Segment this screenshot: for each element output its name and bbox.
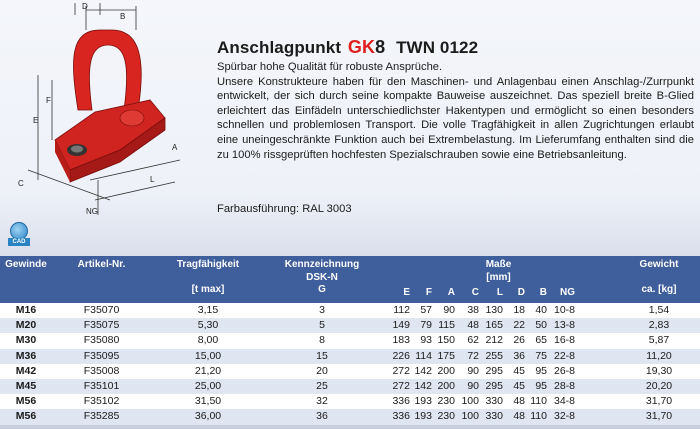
cell-kennzeichnung: 8 xyxy=(265,333,379,348)
dim-value: 10-8 xyxy=(553,304,575,317)
dim-value: 150 xyxy=(437,334,455,347)
table-row xyxy=(0,394,700,409)
dim-value: 22 xyxy=(513,319,525,332)
dim-value: 175 xyxy=(437,349,455,362)
cell-kennzeichnung: 3 xyxy=(265,303,379,318)
cell-masse xyxy=(379,364,618,379)
col-gewicht: Gewicht ca. [kg] xyxy=(618,256,700,303)
cell-tragfaehigkeit: 25,00 xyxy=(151,379,265,394)
dim-value: 62 xyxy=(467,334,479,347)
dim-value: 272 xyxy=(392,364,410,377)
dim-value: 48 xyxy=(467,319,479,332)
label-ng: NG xyxy=(86,207,98,216)
dim-value: 336 xyxy=(392,410,410,423)
cell-gewinde: M45 xyxy=(0,379,52,394)
cell-gewicht: 5,87 xyxy=(618,333,700,348)
dim-value: 90 xyxy=(443,304,455,317)
dim-value: 93 xyxy=(420,334,432,347)
dim-value: 193 xyxy=(414,410,432,423)
label-f: F xyxy=(46,96,51,105)
cell-masse xyxy=(379,303,618,318)
dim-value: 130 xyxy=(485,304,503,317)
cell-gewicht: 31,70 xyxy=(618,409,700,424)
dim-value: 48 xyxy=(513,395,525,408)
col-masse: Maße [mm] E F A C L D B NG xyxy=(379,256,618,303)
dim-value: 50 xyxy=(535,319,547,332)
dim-value: 230 xyxy=(437,395,455,408)
cad-icon[interactable]: CAD xyxy=(8,222,30,246)
cell-gewicht: 19,30 xyxy=(618,364,700,379)
dim-value: 115 xyxy=(438,319,455,332)
dim-value: 336 xyxy=(392,395,410,408)
dim-value: 100 xyxy=(461,410,479,423)
dim-value: 100 xyxy=(461,395,479,408)
cell-gewinde: M30 xyxy=(0,333,52,348)
cell-kennzeichnung: 5 xyxy=(265,318,379,333)
dim-value: 200 xyxy=(437,364,455,377)
cell-tragfaehigkeit: 8,00 xyxy=(151,333,265,348)
col-kenn: Kennzeichnung DSK-N G xyxy=(265,256,379,303)
dim-value: 45 xyxy=(513,364,525,377)
cell-gewicht: 11,20 xyxy=(618,349,700,364)
cell-artikel: F35080 xyxy=(52,333,151,348)
dim-value: 255 xyxy=(485,349,503,362)
spec-table xyxy=(0,256,700,425)
cell-gewicht: 2,83 xyxy=(618,318,700,333)
cell-artikel: F35075 xyxy=(52,318,151,333)
dim-value: 110 xyxy=(530,410,547,423)
dim-value: 13-8 xyxy=(553,319,575,332)
cell-kennzeichnung: 25 xyxy=(265,379,379,394)
product-illustration xyxy=(0,0,205,232)
dim-value: 26-8 xyxy=(553,364,575,377)
col-trag: Tragfähigkeit [t max] xyxy=(151,256,265,303)
label-e: E xyxy=(33,116,39,125)
dim-value: 48 xyxy=(513,410,525,423)
label-b: B xyxy=(120,12,126,21)
dim-value: 112 xyxy=(393,304,410,317)
cell-gewinde: M56 xyxy=(0,394,52,409)
cell-artikel: F35095 xyxy=(52,349,151,364)
cell-kennzeichnung: 36 xyxy=(265,409,379,424)
cell-masse xyxy=(379,379,618,394)
dim-value: 75 xyxy=(535,349,547,362)
dim-value: 200 xyxy=(437,380,455,393)
cell-gewicht: 31,70 xyxy=(618,394,700,409)
cell-kennzeichnung: 20 xyxy=(265,364,379,379)
cell-tragfaehigkeit: 5,30 xyxy=(151,318,265,333)
dim-value: 165 xyxy=(485,319,503,332)
cell-gewinde: M42 xyxy=(0,364,52,379)
dim-value: 295 xyxy=(485,380,503,393)
dim-value: 230 xyxy=(437,410,455,423)
table-row xyxy=(0,318,700,333)
dim-value: 72 xyxy=(467,349,479,362)
dim-value: 32-8 xyxy=(553,410,575,423)
dim-value: 79 xyxy=(420,319,432,332)
dim-value: 330 xyxy=(485,410,503,423)
cell-masse xyxy=(379,333,618,348)
cell-tragfaehigkeit: 15,00 xyxy=(151,349,265,364)
dim-value: 90 xyxy=(467,380,479,393)
dim-value: 40 xyxy=(535,304,547,317)
label-d: D xyxy=(82,2,88,11)
dim-value: 330 xyxy=(485,395,503,408)
dim-value: 183 xyxy=(392,334,410,347)
dim-value: 114 xyxy=(415,349,432,362)
table-row xyxy=(0,333,700,348)
cell-artikel: F35008 xyxy=(52,364,151,379)
cell-gewicht: 20,20 xyxy=(618,379,700,394)
cell-masse xyxy=(379,409,618,424)
dim-value: 193 xyxy=(414,395,432,408)
dim-value: 38 xyxy=(467,304,479,317)
cell-tragfaehigkeit: 36,00 xyxy=(151,409,265,424)
dim-value: 65 xyxy=(535,334,547,347)
dim-value: 142 xyxy=(414,380,432,393)
dim-value: 226 xyxy=(392,349,410,362)
dim-value: 28-8 xyxy=(553,380,575,393)
label-c: C xyxy=(18,179,24,188)
dim-value: 272 xyxy=(392,380,410,393)
cell-gewicht: 1,54 xyxy=(618,303,700,318)
cell-masse xyxy=(379,394,618,409)
table-row xyxy=(0,379,700,394)
dim-value: 142 xyxy=(414,364,432,377)
dim-value: 90 xyxy=(467,364,479,377)
cell-artikel: F35101 xyxy=(52,379,151,394)
cell-gewinde: M20 xyxy=(0,318,52,333)
cell-artikel: F35102 xyxy=(52,394,151,409)
dim-value: 26 xyxy=(513,334,525,347)
cell-tragfaehigkeit: 3,15 xyxy=(151,303,265,318)
dim-value: 149 xyxy=(392,319,410,332)
table-row xyxy=(0,303,700,318)
cell-artikel: F35070 xyxy=(52,303,151,318)
label-a: A xyxy=(172,143,178,152)
table-row xyxy=(0,349,700,364)
table-row xyxy=(0,364,700,379)
dim-value: 95 xyxy=(535,380,547,393)
color-info: Farbausführung: RAL 3003 xyxy=(217,203,352,215)
dim-value: 295 xyxy=(485,364,503,377)
dim-value: 95 xyxy=(535,364,547,377)
cell-masse xyxy=(379,318,618,333)
product-description: Spürbar hohe Qualität für robuste Ansprüche. Unsere Konstrukteure haben für den Maschinen- und Anlagenbau einen Anschlag-/Zurrpunkt entwickelt, der sich durch seine kompakte Bauweise auszeichnet. Das speziell breite B-Glied erleichtert das Einfädeln unterschiedlichster Hakentypen und ermöglicht so einen besonders schnellen und problemlosen Transport. Die volle Tragfähigkeit in allen Zugrichtungen erlaubt eine uneingeschränkte Funktion auch bei Extrembelastung. Im Lieferumfang enthalten sind die zu 100% rissgeprüften hochfesten Spezialschrauben sowie eine Betriebsanleitung. xyxy=(217,61,694,161)
dim-value: 110 xyxy=(530,395,547,408)
dim-value: 18 xyxy=(513,304,525,317)
brand-logo: GK8 xyxy=(347,37,386,57)
cell-kennzeichnung: 32 xyxy=(265,394,379,409)
cell-gewinde: M16 xyxy=(0,303,52,318)
dim-value: 45 xyxy=(513,380,525,393)
dim-value: 212 xyxy=(485,334,503,347)
cell-kennzeichnung: 15 xyxy=(265,349,379,364)
cell-gewinde: M36 xyxy=(0,349,52,364)
col-gewinde: Gewinde xyxy=(0,256,52,303)
dim-value: 22-8 xyxy=(553,349,575,362)
dim-value: 16-8 xyxy=(553,334,575,347)
dim-value: 57 xyxy=(420,304,432,317)
cell-artikel: F35285 xyxy=(52,409,151,424)
dim-value: 36 xyxy=(513,349,525,362)
cell-gewinde: M56 xyxy=(0,409,52,424)
cell-masse xyxy=(379,349,618,364)
dim-value: 34-8 xyxy=(553,395,575,408)
label-l: L xyxy=(150,175,155,184)
col-artikel: Artikel-Nr. xyxy=(52,256,151,303)
page-title: Anschlagpunkt GK8 TWN 0122 xyxy=(217,37,479,57)
table-row xyxy=(0,409,700,424)
cell-tragfaehigkeit: 31,50 xyxy=(151,394,265,409)
cell-tragfaehigkeit: 21,20 xyxy=(151,364,265,379)
